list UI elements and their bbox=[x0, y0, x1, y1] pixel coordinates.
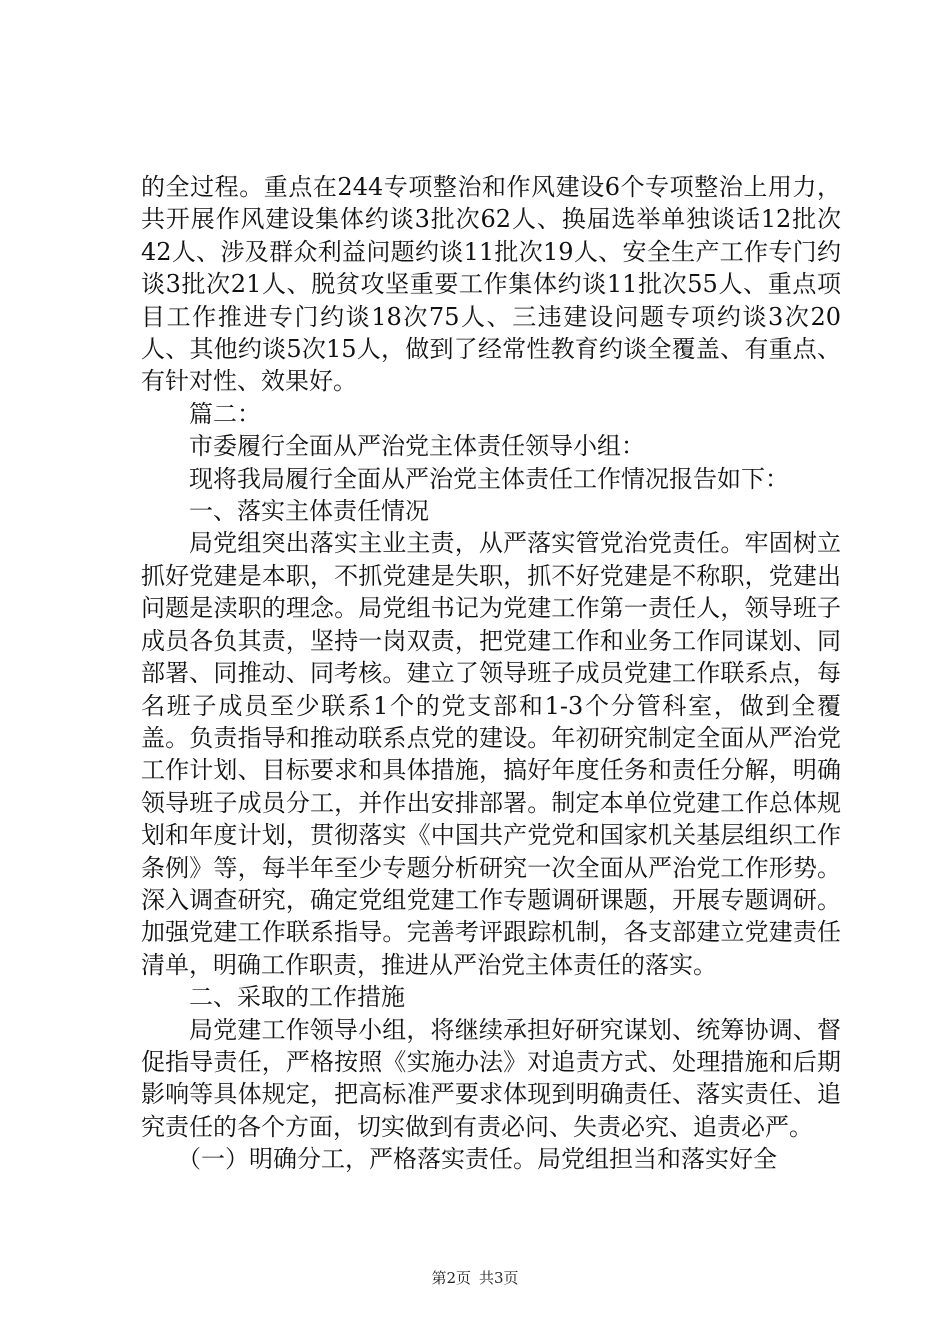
section-label: 篇二： bbox=[189, 399, 261, 428]
page-total: 共3页 bbox=[479, 1269, 519, 1287]
paragraph-continuation: 的全过程。重点在244专项整治和作风建设6个专项整治上用力，共开展作风建设集体约谈3批次62人、换届选举单独谈话12批次42人、涉及群众利益问题约谈11批次19人、安全生产工作专门约谈3批次21人、脱贫攻坚重要工作集体约谈11批次55人、重点项目工作推进专门约谈18次75人、三违建设问题专项约谈3次20人、其他约谈5次15人，做到了经常性教育约谈全覆盖、有重点、有针对性、效果好。 bbox=[141, 173, 841, 396]
paragraph-measures: 局党建工作领导小组，将继续承担好研究谋划、统筹协调、督促指导责任，严格按照《实施办法》对追责方式、处理措施和后期影响等具体规定，把高标准严要求体现到明确责任、落实责任、追究责任的各个方面，切实做到有责必问、失责必究、追责必严。 bbox=[141, 1015, 841, 1141]
heading-one: 一、落实主体责任情况 bbox=[189, 497, 429, 526]
page-footer bbox=[0, 1268, 950, 1288]
subheading-one: （一）明确分工，严格落实责任。局党组担当和落实好全 bbox=[177, 1145, 777, 1174]
paragraph-responsibility: 局党组突出落实主业主责，从严落实管党治党责任。牢固树立抓好党建是本职，不抓党建是失职，抓不好党建是不称职，党建出问题是渎职的理念。局党组书记为党建工作第一责任人，领导班子成员各负其责，坚持一岗双责，把党建工作和业务工作同谋划、同部署、同推动、同考核。建立了领导班子成员党建工作联系点，每名班子成员至少联系1个的党支部和1-3个分管科室，做到全覆盖。负责指导和推动联系点党的建设。年初研究制定全面从严治党工作计划、目标要求和具体措施，搞好年度任务和责任分解，明确领导班子成员分工，并作出安排部署。制定本单位党建工作总体规划和年度计划，贯彻落实《中国共产党党和国家机关基层组织工作条例》等，每半年至少专题分析研究一次全面从严治党工作形势。深入调查研究，确定党组党建工作专题调研课题，开展专题调研。加强党建工作联系指导。完善考评跟踪机制，各支部建立党建责任清单，明确工作职责，推进从严治党主体责任的落实。 bbox=[141, 529, 841, 979]
document-body bbox=[141, 171, 841, 1176]
addressee-line: 市委履行全面从严治党主体责任领导小组： bbox=[189, 432, 645, 461]
page-number: 第2页 bbox=[431, 1269, 471, 1287]
intro-line: 现将我局履行全面从严治党主体责任工作情况报告如下： bbox=[189, 464, 789, 493]
heading-two: 二、采取的工作措施 bbox=[189, 983, 405, 1012]
